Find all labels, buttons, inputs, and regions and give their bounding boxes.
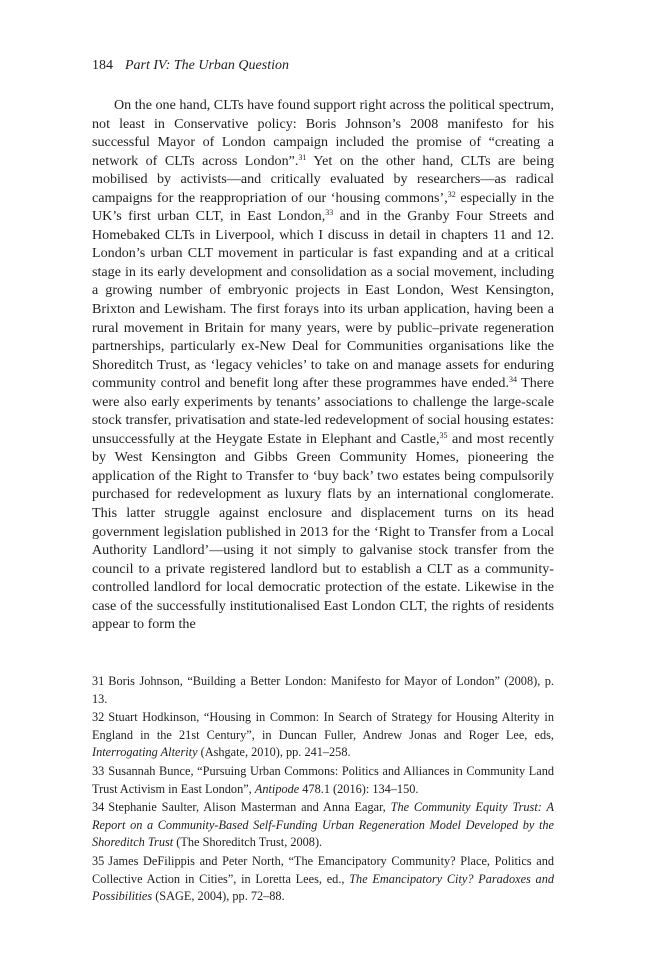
footnote-text: Stephanie Saulter, Alison Masterman and Anna Eagar, bbox=[108, 800, 391, 815]
footnote-text: (Ashgate, 2010), pp. 241–258. bbox=[197, 745, 351, 760]
footnote-title: The Emancipatory City? Paradoxes and Possibilities bbox=[92, 871, 555, 904]
footnote-text: Boris Johnson, “Building a Better London: Manifesto for Mayor of London” (2008), p. 13. bbox=[92, 674, 554, 706]
footnote-ref-34[interactable]: 34 bbox=[509, 375, 518, 385]
part-title: Part IV: The Urban Question bbox=[125, 58, 289, 73]
footnote-text: 478.1 (2016): 134–150. bbox=[299, 781, 419, 796]
footnote-number: 33 bbox=[92, 763, 105, 778]
footnote-title: Antipode bbox=[254, 781, 300, 796]
footnote-number: 34 bbox=[92, 800, 105, 815]
body-text-segment: and most recently by West Kensington and Gibbs Green Community Homes, pioneering the application of the Right to Transfer to ‘buy back’ two estates being compulsorily purchased for redevelopment as luxury flats by an international conglomerate. This latter struggle against enclosure and displacement turns on its head government legislation published in 2013 for the ‘Right to Transfer from a Local Authority Landlord’—using it not simply to galvanise stock transfer from the council to a private registered landlord but to establish a CLT as a community-controlled landlord for local democratic protection of the estate. Likewise in the case of the successfully institutionalised East London CLT, the rights of residents appear to form the bbox=[92, 430, 554, 633]
footnote-text: Susannah Bunce, “Pursuing Urban Commons: Politics and Alliances in Community Land Trust Activism in East London”, bbox=[92, 763, 554, 796]
footnote-text: Stuart Hodkinson, “Housing in Common: In Search of Strategy for Housing Alterity in England in the 21st Century”, in Duncan Fuller, Andrew Jonas and Roger Lee, eds, bbox=[92, 710, 554, 742]
running-head bbox=[92, 58, 289, 74]
footnotes bbox=[92, 673, 554, 907]
body-text-segment: Yet on the other hand, CLTs are being mobilised by activists—and critically evaluated by researchers—as radical campaigns for the reappropriation of our ‘housing commons’, bbox=[92, 152, 555, 206]
body-text bbox=[92, 96, 554, 634]
footnote-ref-31[interactable]: 31 bbox=[298, 152, 307, 162]
footnote-34 bbox=[92, 799, 554, 852]
footnote-text: (SAGE, 2004), pp. 72–88. bbox=[152, 889, 285, 904]
footnote-text: James DeFilippis and Peter North, “The Emancipatory Community? Place, Politics and Collective Action in Cities”, in Loretta Lees, ed., bbox=[92, 853, 554, 886]
page-number: 184 bbox=[92, 58, 113, 73]
footnote-title: The Community Equity Trust: A Report on a Community-Based Self-Funding Urban Regeneration Model Developed by the Shoreditch Trust bbox=[92, 800, 554, 850]
footnote-32 bbox=[92, 709, 554, 762]
body-text-segment: and in the Granby Four Streets and Homebaked CLTs in Liverpool, which I discuss in detail in chapters 11 and 12. London’s urban CLT movement in particular is fast expanding and at a critical stage in its early development and consolidation as a social movement, including a growing number of embryonic projects in East London, West Kensington, Brixton and Lewisham. The first forays into its urban application, having been a rural movement in Britain for many years, were by public–private regeneration partnerships, particularly ex-New Deal for Communities organisations like the Shoreditch Trust, as ‘legacy vehicles’ to take on and manage assets for enduring community control and benefit long after these programmes have ended. bbox=[92, 208, 554, 392]
footnote-33 bbox=[92, 763, 554, 798]
footnote-31 bbox=[92, 673, 554, 708]
footnote-text: (The Shoreditch Trust, 2008). bbox=[173, 835, 323, 850]
body-text-segment: especially in the UK’s first urban CLT, in East London, bbox=[92, 189, 554, 225]
body-paragraph bbox=[92, 96, 554, 634]
body-text-segment: On the one hand, CLTs have found support right across the political spectrum, not least in Conservative policy: Boris Johnson’s 2008 manifesto for his successful Mayor of London campaign included the promise of “creating a network of CLTs across London”. bbox=[92, 97, 555, 169]
footnote-ref-35[interactable]: 35 bbox=[439, 430, 448, 440]
footnote-ref-33[interactable]: 33 bbox=[325, 208, 334, 218]
footnote-ref-32[interactable]: 32 bbox=[447, 189, 456, 199]
body-text-segment: There were also early experiments by tenants’ associations to challenge the large-scale stock transfer, privatisation and state-led redevelopment of social housing estates: unsuccessfully at the Heygate Estate in Elephant and Castle, bbox=[92, 375, 554, 447]
footnote-number: 32 bbox=[92, 710, 105, 725]
footnote-number: 35 bbox=[92, 853, 105, 868]
footnote-number: 31 bbox=[92, 674, 105, 688]
footnote-title: Interrogating Alterity bbox=[92, 745, 198, 760]
footnote-35 bbox=[92, 853, 554, 906]
